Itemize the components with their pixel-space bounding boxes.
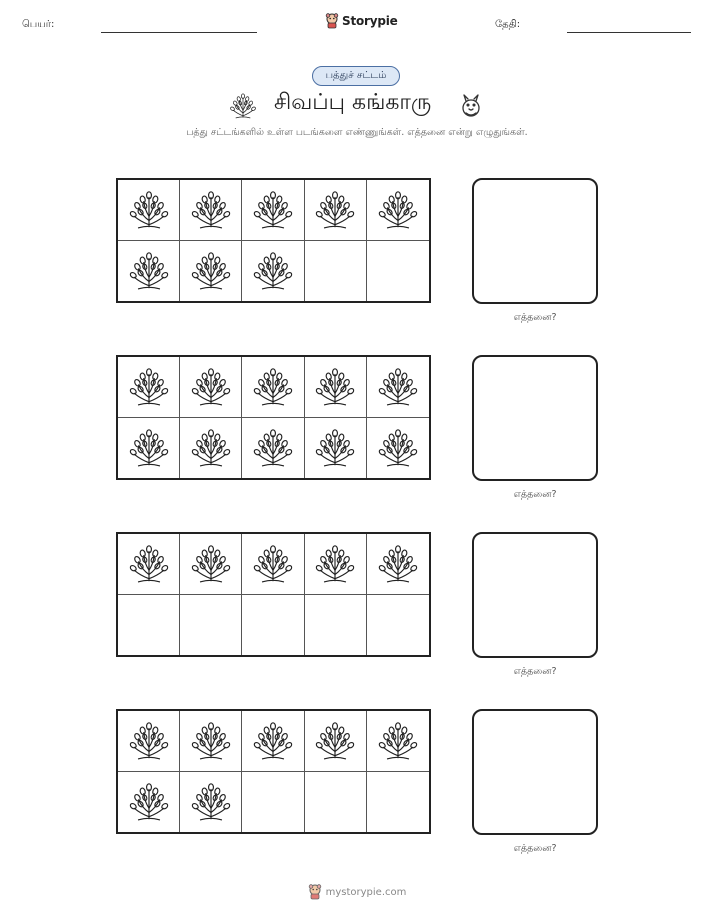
mascot-icon <box>325 13 339 29</box>
bush-icon <box>377 543 419 585</box>
frame-cell <box>242 241 304 302</box>
answer-box[interactable] <box>472 178 598 304</box>
answer-box[interactable] <box>472 532 598 658</box>
frame-cell <box>180 357 242 418</box>
instructions: பத்து சட்டங்களில் உள்ள படங்களை எண்ணுங்கள். எத்தனை என்று எழுதுங்கள். <box>186 127 528 138</box>
brand-name: Storypie <box>342 14 398 28</box>
bush-icon <box>314 720 356 762</box>
bush-icon <box>377 720 419 762</box>
frame-cell <box>180 772 242 833</box>
frame-cell <box>305 357 367 418</box>
frame-cell <box>180 241 242 302</box>
title-row <box>0 88 714 122</box>
how-many-label: எத்தனை? <box>513 843 557 854</box>
frame-cell <box>367 241 429 302</box>
bush-icon <box>314 543 356 585</box>
bush-icon <box>128 543 170 585</box>
frame-cell <box>118 772 180 833</box>
frame-cell <box>305 711 367 772</box>
frame-cell <box>242 595 304 656</box>
frame-cell <box>242 534 304 595</box>
frame-cell <box>305 534 367 595</box>
bush-icon <box>228 92 258 120</box>
name-label: பெயர்: <box>22 19 55 30</box>
frame-cell <box>242 711 304 772</box>
frame-cell <box>180 534 242 595</box>
bush-icon <box>314 366 356 408</box>
answer-box[interactable] <box>472 709 598 835</box>
frame-cell <box>180 418 242 479</box>
bush-icon <box>377 427 419 469</box>
frame-cell <box>118 180 180 241</box>
frame-cell <box>242 418 304 479</box>
bush-icon <box>252 427 294 469</box>
frame-cell <box>242 772 304 833</box>
frame-cell <box>367 595 429 656</box>
bush-icon <box>190 427 232 469</box>
bush-icon <box>190 543 232 585</box>
brand-logo <box>325 13 398 29</box>
name-line <box>101 32 257 33</box>
frame-cell <box>180 711 242 772</box>
frame-cell <box>118 595 180 656</box>
frame-cell <box>367 418 429 479</box>
bush-icon <box>128 781 170 823</box>
frame-cell <box>242 180 304 241</box>
bush-icon <box>190 720 232 762</box>
bush-icon <box>190 781 232 823</box>
bush-icon <box>190 366 232 408</box>
date-line <box>567 32 691 33</box>
bush-icon <box>252 189 294 231</box>
bush-icon <box>128 189 170 231</box>
bush-icon <box>128 720 170 762</box>
bush-icon <box>128 250 170 292</box>
bush-icon <box>128 366 170 408</box>
bush-icon <box>314 189 356 231</box>
frame-cell <box>367 357 429 418</box>
date-label: தேதி: <box>495 19 521 30</box>
frame-cell <box>118 357 180 418</box>
bush-icon <box>252 366 294 408</box>
frame-cell <box>367 772 429 833</box>
kangaroo-icon <box>457 92 485 120</box>
ten-frame <box>116 178 431 303</box>
frame-cell <box>305 418 367 479</box>
frame-cell <box>118 418 180 479</box>
ten-frame <box>116 532 431 657</box>
frame-cell <box>367 180 429 241</box>
frame-cell <box>118 534 180 595</box>
frame-cell <box>305 595 367 656</box>
bush-icon <box>377 189 419 231</box>
page-title: சிவப்பு கங்காரு <box>274 90 432 115</box>
frame-cell <box>180 180 242 241</box>
frame-cell <box>305 180 367 241</box>
frame-cell <box>305 772 367 833</box>
answer-box[interactable] <box>472 355 598 481</box>
how-many-label: எத்தனை? <box>513 489 557 500</box>
how-many-label: எத்தனை? <box>513 666 557 677</box>
footer <box>0 884 714 900</box>
how-many-label: எத்தனை? <box>513 312 557 323</box>
mascot-icon <box>308 884 322 900</box>
bush-icon <box>190 250 232 292</box>
frame-cell <box>118 711 180 772</box>
bush-icon <box>128 427 170 469</box>
frame-cell <box>180 595 242 656</box>
bush-icon <box>314 427 356 469</box>
bush-icon <box>252 250 294 292</box>
bush-icon <box>377 366 419 408</box>
frame-cell <box>242 357 304 418</box>
frame-cell <box>118 241 180 302</box>
ten-frame <box>116 355 431 480</box>
frame-cell <box>367 711 429 772</box>
bush-icon <box>252 543 294 585</box>
footer-url: mystorypie.com <box>325 886 407 898</box>
worksheet-type-badge: பத்துச் சட்டம் <box>312 66 400 86</box>
bush-icon <box>190 189 232 231</box>
frame-cell <box>305 241 367 302</box>
frame-cell <box>367 534 429 595</box>
ten-frame <box>116 709 431 834</box>
bush-icon <box>252 720 294 762</box>
